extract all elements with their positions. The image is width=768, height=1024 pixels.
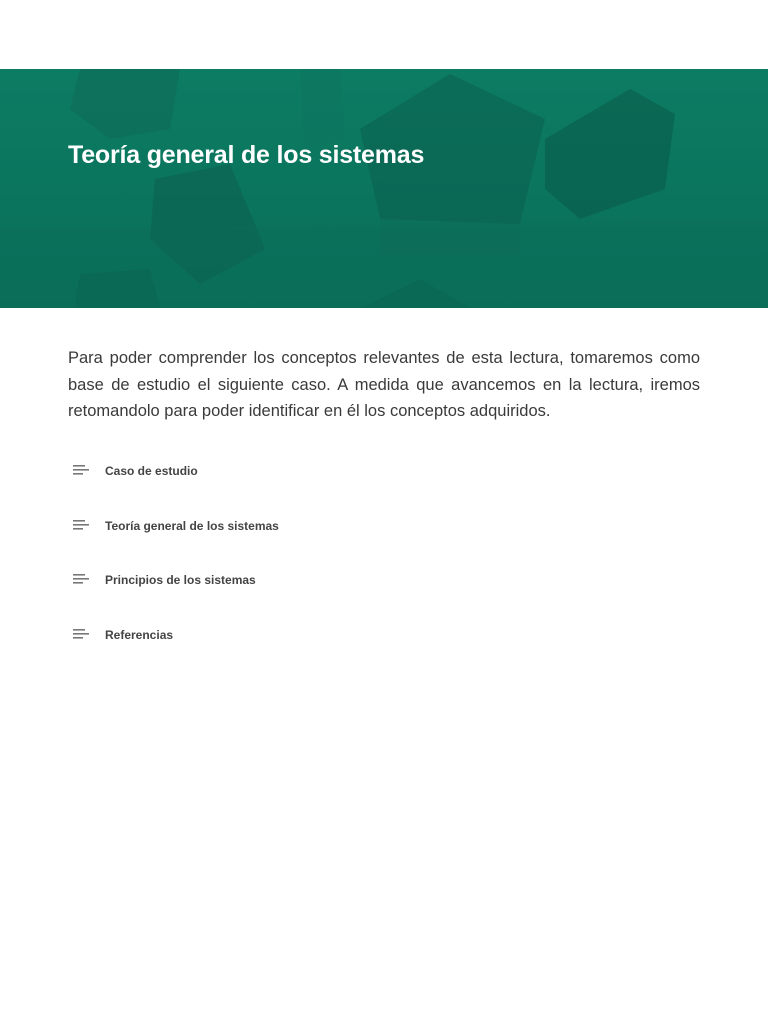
toc-item-label: Principios de los sistemas [105,573,256,587]
toc-item-label: Teoría general de los sistemas [105,518,279,533]
table-of-contents [72,454,472,672]
intro-paragraph: Para poder comprender los conceptos relevantes de esta lectura, tomaremos como base de estudio el siguiente caso. A medida que avancemos en la lectura, iremos retomandolo para poder identificar en él los conceptos adquiridos. [68,349,700,420]
toc-item-principios[interactable] [72,563,472,597]
header-banner [0,69,768,308]
toc-item-referencias[interactable] [72,618,472,652]
page-title: Teoría general de los sistemas [68,141,425,169]
toc-item-caso-de-estudio[interactable] [72,454,472,488]
toc-item-label: Caso de estudio [105,464,198,478]
list-lines-icon [72,628,90,642]
list-lines-icon [72,519,90,533]
list-lines-icon [72,464,90,478]
toc-item-teoria-general[interactable] [72,509,472,543]
banner-background-image [0,69,768,308]
list-lines-icon [72,573,90,587]
toc-item-label: Referencias [105,627,174,642]
